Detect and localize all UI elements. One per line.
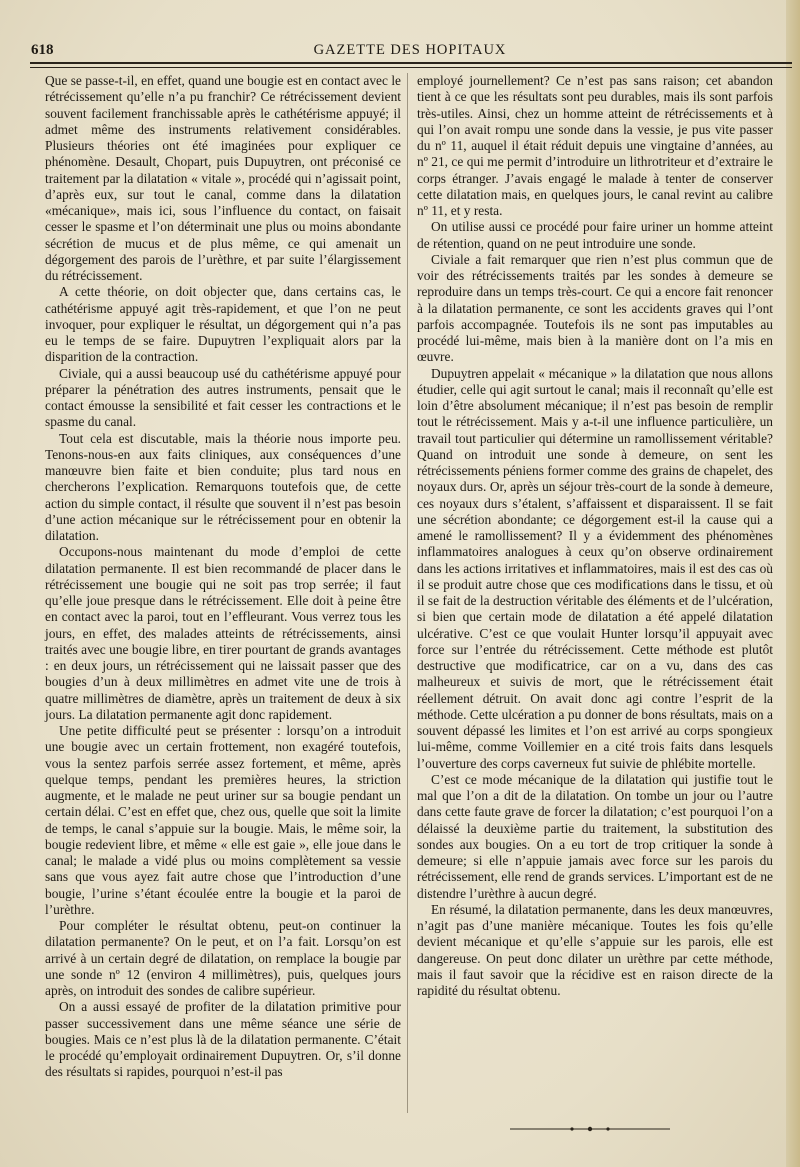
left-column xyxy=(45,73,401,1081)
journal-title: GAZETTE DES HOPITAUX xyxy=(313,42,507,58)
paragraph: Dupuytren appelait « mécanique » la dilatation que nous allons étudier, celle qui agit surtout le canal; mais il reconnaît qu’elle est loin d’être absolument mécanique; il n’est pas besoin de remplir tout le rétrécissement. Mais y a-t-il une influence particulière, un travail tout particulier qui détermine un ramollissement véritable? Quand on introduit une sonde à demeure, on sent les rétrécissements péniens former comme des grains de chapelet, des noyaux durs. Or, après un séjour très-court de la sonde à demeure, ces noyaux durs s’étalent, s’affaissent et disparaissent. Il se fait une sécrétion abondante; ce dégorgement est-il la cause qui a amené le ramollissement? Il y a évidemment des phénomènes inflammatoires analogues à ceux qu’on observe ordinairement dans les actions irritatives et inflammatoires, mais il est des cas où il se produit autre chose que ces modifications dans le tissu, et où il se fait de la destruction véritable des éléments et de l’ulcération, si bien que certain mode de dilatation a été appelé dilatation ulcérative. C’est ce que voulait Hunter lorsqu’il appuyait avec force sur l’entrée du rétrécissement. Cette méthode est plutôt destructive que modificatrice, car on a vu, dans des cas malheureux et suivis de mort, que le rétrécissement était réellement détruit. On avait donc agi contre l’esprit de la méthode. Cette ulcération a pu donner de bons résultats, mais on a souvent dépassé les limites et l’on est arrivé au corps spongieux lui-même, comme Voillemier en a cité trois faits dans lesquels l’ouverture des corps caverneux fut suivie de phlébite mortelle. xyxy=(417,365,773,771)
column-divider xyxy=(407,73,408,1113)
paragraph: On utilise aussi ce procédé pour faire uriner un homme atteint de rétention, quand on ne peut introduire une sonde. xyxy=(417,219,773,251)
right-column xyxy=(417,73,773,999)
paragraph: En résumé, la dilatation permanente, dans les deux manœuvres, n’agit pas d’une manière mécanique. Toutes les fois qu’elle devient mécanique et qu’elle s’appuie sur les parois, elle est dangereuse. On peut donc dilater un urèthre par cette méthode, mais il faut savoir que la récidive est en raison directe de la rapidité du résultat obtenu. xyxy=(417,901,773,998)
paragraph: Que se passe-t-il, en effet, quand une bougie est en contact avec le rétrécissement qu’elle n’a pu franchir? Ce rétrécissement devient souvent facilement franchissable après le cathétérisme appuyé; il admet même des instruments relativement considérables. Plusieurs théories ont été imaginées pour expliquer ce phénomène. Desault, Chopart, puis Dupuytren, ont préconisé ce traitement par la dilatation « vitale », procédé qui n’agissait point, d’après eux, sur tout le canal, comme dans la dilatation «mécanique», mais ici, sous l’influence du contact, on faisait cesser le spasme et l’on déterminait une plus ou moins abondante sécrétion de mucus et de plus même, ce qui amenait un dégorgement des parois de l’urèthre, et par suite l’élargissement du rétrécissement. xyxy=(45,73,401,283)
paragraph: C’est ce mode mécanique de la dilatation qui justifie tout le mal que l’on a dit de la dilatation. On tombe un jour ou l’autre dans cette faute grave de forcer la dilatation; c’est pourquoi l’on a délaissé la deuxième partie du traitement, la substitution des sondes aux bougies. On a eu tort de trop critiquer la sonde à demeure; si elle n’appuie jamais avec force sur les parois du rétrécissement, elle rend de grands services. L’important est de ne distendre l’urèthre à aucun degré. xyxy=(417,771,773,901)
paragraph: On a aussi essayé de profiter de la dilatation primitive pour passer successivement dans une même séance une série de bougies. Mais ce n’est plus là de la dilatation permanente. C’était le procédé qu’employait ordinairement Dupuytren. Or, s’il donne des résultats si rapides, pourquoi n’est-il pas xyxy=(45,999,401,1080)
page-header xyxy=(30,40,790,60)
paragraph: Civiale, qui a aussi beaucoup usé du cathétérisme appuyé pour préparer la pénétration des autres instruments, pensait que le contact émousse la sensibilité et fait cesser les contractions et le spasme du canal. xyxy=(45,365,401,430)
paragraph: Une petite difficulté peut se présenter : lorsqu’on a introduit une bougie avec un certain frottement, non exagéré toutefois, vous la sentez parfois serrée assez fortement, et même, après quelque temps, pendant les premières heures, la striction augmente, et le malade ne peut uriner sur sa bougie pendant un certain délai. C’est en effet que, chez ous, quelle que soit la limite de temps, le canal s’appuie sur la bougie. Mais, le même soir, la bougie redevient libre, et même « elle est gaie », elle joue dans le canal; le malade a vidé plus ou moins complètement sa vessie sans que vous ayez fait autre chose que l’introduction d’une bougie, l’urine s’étant écoulée entre la bougie et la paroi de l’urèthre. xyxy=(45,723,401,917)
header-rule-thin xyxy=(30,67,792,68)
paragraph: Occupons-nous maintenant du mode d’emploi de cette dilatation permanente. Il est bien recommandé de placer dans le rétrécissement une bougie qui ne soit pas trop serrée; il faut qu’elle joue presque dans le rétrécissement. Elle doit à peine être en contact avec la paroi, tout en l’effleurant. Vous verrez tous les jours, en effet, des malades atteints de rétrécissements, ainsi traités avec une bougie libre, en tirer pourtant de grands avantages : en deux jours, un rétrécissement qui ne laissait passer que des bougies d’un à deux millimètres en admet vite une de trois à quatre millimètres de diamètre, après un traitement de deux à six jours. La dilatation permanente agit donc rapidement. xyxy=(45,544,401,722)
paragraph: Tout cela est discutable, mais la théorie nous importe peu. Tenons-nous-en aux faits cliniques, aux conséquences d’une manœuvre bien faite et bien conduite; plus tard nous en chercherons l’explication. Remarquons toutefois que, de cette action du simple contact, il résulte que souvent il n’est pas besoin d’une action mécanique sur le rétrécissement pour en obtenir la dilatation. xyxy=(45,430,401,543)
paragraph: A cette théorie, on doit objecter que, dans certains cas, le cathétérisme appuyé agit très-rapidement, et que l’on ne peut invoquer, pour expliquer le résultat, un dégorgement qui n’a pas eu le temps de se faire. Dupuytren l’expliquait alors par la disparition de la contraction. xyxy=(45,284,401,365)
end-ornament-rule xyxy=(510,1126,670,1132)
paragraph: employé journellement? Ce n’est pas sans raison; cet abandon tient à ce que les résultats sont peu durables, mais ils sont parfois très-utiles. Ainsi, chez un homme atteint de rétrécissements et à qui l’on avait rompu une sonde dans la vessie, je pus vite passer du nº 11, auquel il était réduit depuis une vingtaine d’années, au nº 21, ce qui me permit d’introduire un lithrotriteur et d’extraire le corps étranger. J’avais engagé le malade à tenter de conserver cette dilatation mais, en quelques jours, le canal revint au calibre nº 11, et y resta. xyxy=(417,73,773,218)
page-number: 618 xyxy=(31,42,54,58)
header-rule-thick xyxy=(30,62,792,64)
paragraph: Pour compléter le résultat obtenu, peut-on continuer la dilatation permanente? On le peut, et on l’a fait. Lorsqu’on est arrivé à un certain degré de dilatation, on remplace la bougie par une sonde nº 12 (environ 4 millimètres), puis, quelques jours après, on introduit des sondes de calibre supérieur. xyxy=(45,918,401,998)
paragraph: Civiale a fait remarquer que rien n’est plus commun que de voir des rétrécissements traités par les sondes à demeure se reproduire dans un temps très-court. Ce qui a encore fait renoncer à la dilatation permanente, ce sont les accidents graves qui l’ont parfois accompagnée. Toutefois ils ne sont pas imputables au procédé lui-même, mais bien à la manière dont on l’a mis en œuvre. xyxy=(417,251,773,365)
page-spine-edge xyxy=(786,0,800,1167)
